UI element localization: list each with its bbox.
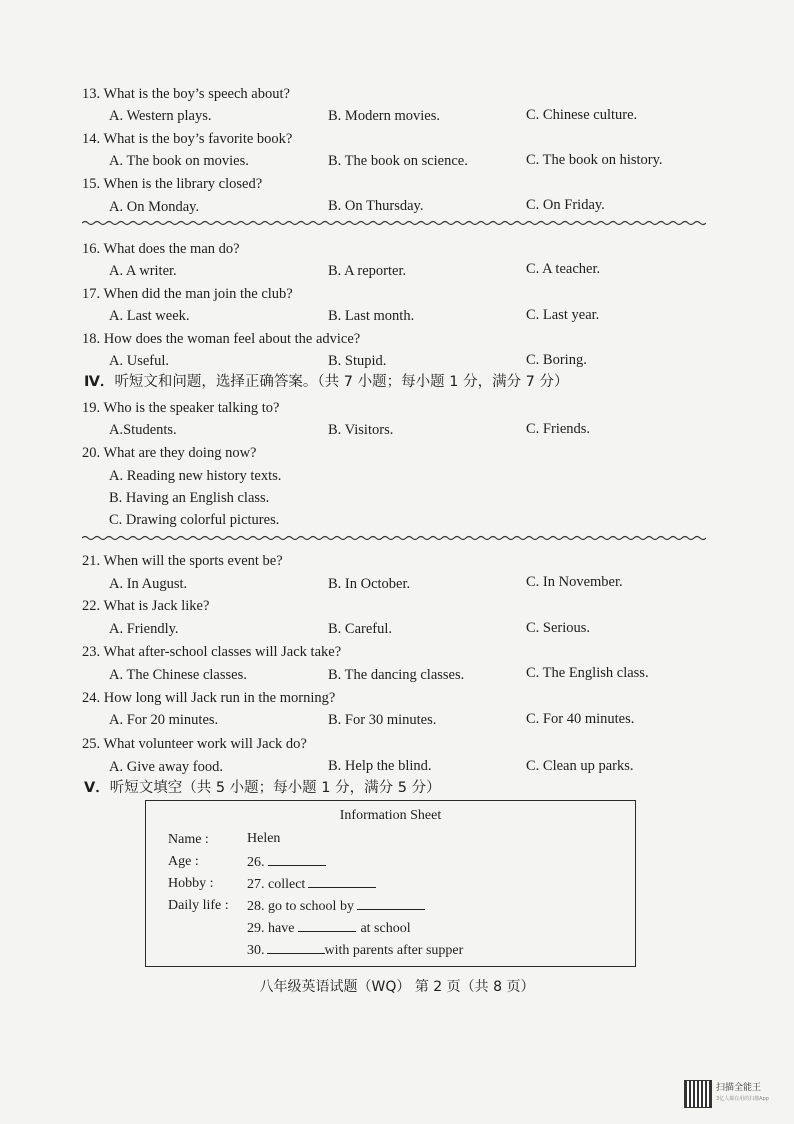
hobby-blank-row [247, 875, 376, 893]
question-stem: 14. What is the boy’s favorite book? [82, 131, 293, 147]
option-c: C. On Friday. [526, 197, 605, 213]
question-stem: 19. Who is the speaker talking to? [82, 400, 280, 416]
option-b: B. The book on science. [328, 153, 468, 169]
option-a: A. On Monday. [109, 199, 200, 215]
question-stem: 16. What does the man do? [82, 241, 240, 257]
age-label: Age : [168, 854, 199, 869]
option-c: C. Chinese culture. [526, 107, 638, 123]
section-instruction: 听短文填空（共 5 小题；每小题 1 分，满分 5 分） [109, 780, 441, 796]
item-text: 27. collect [247, 877, 306, 892]
option-b: B. The dancing classes. [328, 667, 465, 683]
information-sheet [145, 800, 636, 967]
option-b: B. A reporter. [328, 263, 407, 279]
option-b: B. Modern movies. [328, 108, 440, 124]
question-stem: 20. What are they doing now? [82, 445, 257, 461]
option-c: C. The English class. [526, 665, 649, 681]
watermark-text: 扫描全能王 [716, 1083, 762, 1093]
daily-28-row [247, 897, 425, 915]
daily-30-row [247, 941, 463, 959]
option-c: C. A teacher. [526, 261, 601, 277]
question-stem: 15. When is the library closed? [82, 176, 263, 192]
option-a: A. The book on movies. [109, 153, 249, 169]
wave-divider [82, 219, 706, 227]
option-a: A. Useful. [109, 353, 170, 369]
option-b: B. In October. [328, 576, 411, 592]
item-text: 29. have [247, 921, 295, 936]
question-stem: 17. When did the man join the club? [82, 286, 293, 302]
option-c: C. In November. [526, 574, 623, 590]
answer-blank-28[interactable] [357, 897, 425, 910]
question-stem: 25. What volunteer work will Jack do? [82, 736, 307, 752]
option-b: B. Stupid. [328, 353, 387, 369]
section-numeral: Ⅳ． [84, 374, 115, 390]
section-4-heading [84, 373, 569, 391]
sheet-title: Information Sheet [339, 808, 442, 823]
option-c: C. The book on history. [526, 152, 663, 168]
item-text: 28. go to school by [247, 899, 354, 914]
option-c: C. Clean up parks. [526, 758, 634, 774]
option-b: B. Last month. [328, 308, 415, 324]
option-a: A. Reading new history texts. [109, 468, 282, 484]
answer-blank-30[interactable] [267, 941, 325, 954]
option-a: A. The Chinese classes. [109, 667, 247, 683]
option-b: B. Visitors. [328, 422, 394, 438]
option-b: B. Careful. [328, 621, 393, 637]
option-b: B. For 30 minutes. [328, 712, 437, 728]
option-a: A. For 20 minutes. [109, 712, 219, 728]
age-blank-row [247, 853, 326, 871]
option-c: C. Drawing colorful pictures. [109, 512, 280, 528]
section-5-heading [84, 779, 441, 797]
question-stem: 18. How does the woman feel about the advice? [82, 331, 361, 347]
option-a: A.Students. [109, 422, 177, 438]
wave-divider [82, 534, 706, 542]
option-a: A. In August. [109, 576, 188, 592]
option-c: C. Friends. [526, 421, 591, 437]
item-text-after: at school [360, 921, 411, 936]
name-value: Helen [247, 831, 281, 846]
daily-life-label: Daily life : [168, 898, 229, 913]
daily-29-row [247, 919, 411, 937]
section-numeral: Ⅴ． [84, 780, 110, 796]
page-footer: 八年级英语试题（WQ） 第 2 页（共 8 页） [259, 979, 535, 995]
option-b: B. On Thursday. [328, 198, 424, 214]
option-a: A. A writer. [109, 263, 177, 279]
answer-blank-26[interactable] [268, 853, 326, 866]
option-b: B. Help the blind. [328, 758, 432, 774]
item-text-after: with parents after supper [324, 943, 464, 958]
item-number: 30. [247, 943, 265, 958]
name-label: Name : [168, 832, 209, 847]
hobby-label: Hobby : [168, 876, 214, 891]
option-c: C. Last year. [526, 307, 600, 323]
option-a: A. Give away food. [109, 759, 223, 775]
watermark-subtext: 3亿人都在用的扫描App [716, 1096, 769, 1102]
option-a: A. Western plays. [109, 108, 212, 124]
answer-blank-29[interactable] [298, 919, 356, 932]
question-stem: 22. What is Jack like? [82, 598, 210, 614]
scanner-watermark [684, 1078, 780, 1110]
option-a: A. Last week. [109, 308, 190, 324]
option-a: A. Friendly. [109, 621, 179, 637]
question-stem: 21. When will the sports event be? [82, 553, 283, 569]
item-number: 26. [247, 855, 265, 870]
option-c: C. For 40 minutes. [526, 711, 635, 727]
qr-code-icon [684, 1080, 712, 1108]
question-stem: 23. What after-school classes will Jack take? [82, 644, 342, 660]
option-c: C. Serious. [526, 620, 591, 636]
question-stem: 13. What is the boy’s speech about? [82, 86, 290, 102]
option-b: B. Having an English class. [109, 490, 270, 506]
section-instruction: 听短文和问题，选择正确答案。（共 7 小题；每小题 1 分，满分 7 分） [114, 374, 569, 390]
option-c: C. Boring. [526, 352, 587, 368]
question-stem: 24. How long will Jack run in the morning? [82, 690, 336, 706]
answer-blank-27[interactable] [308, 875, 376, 888]
